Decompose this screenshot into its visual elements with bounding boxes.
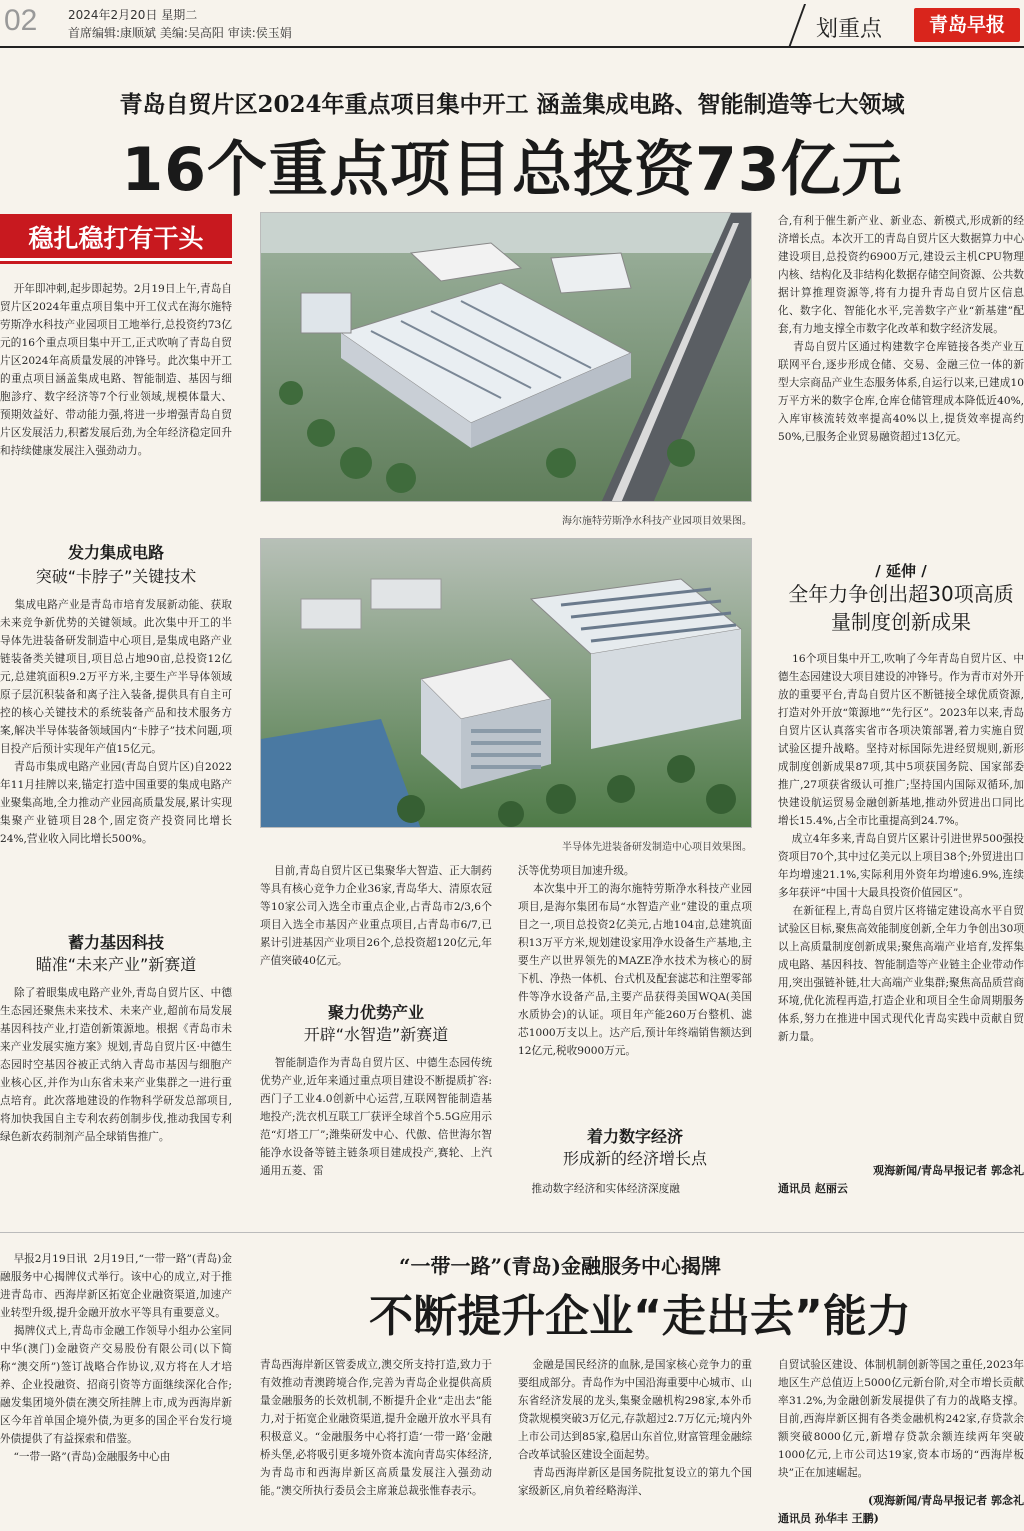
story1-byline-reporter: 观海新闻/青岛早报记者 郭念礼	[873, 1164, 1024, 1177]
story-separator	[0, 1232, 1024, 1233]
story1-body-ic: 集成电路产业是青岛市培育发展新动能、获取未来竞争新优势的关键领域。此次集中开工的半导体先进装备研发制造中心项目,是集成电路产业链装备类关键项目,项目总占地90亩,总投资12亿元,总建筑面积9.2万平方米,主要生产半导体领域原子层沉积装备和离子注入装备,提供具有自主可控的核心关键技术的系统装备产品和技术服务方案,解决半导体装备领域国内“卡脖子”技术问题,项目投产后预计实现年产值15亿元。 青岛市集成电路产业园(青岛自贸片区)自2022年11月挂牌以来,锚定打造中国重要的集成电路产业聚集高地,全力推动产业园高质量发展,累计实现集聚产业链项目28个,固定资产投资同比增长24%,营业收入同比增长500%。	[0, 599, 232, 845]
story2-kicker: “一带一路”(青岛)金融服务中心揭牌	[399, 1254, 721, 1278]
story2-col2: 青岛西海岸新区管委成立,澳交所支持打造,致力于有效推动青澳跨境合作,完善为青岛企业提供高质量金融服务的长效机制,不断提升企业“走出去”能力,对于拓宽企业融资渠道,提升金融开放水平具有积极意义。“金融服务中心将打造‘一带一路’金融桥头堡,必将吸引更多境外资本流向青岛实体经济,为青岛市和西海岸新区高质量发展注入强劲动能。”澳交所执行委员会主席兼总裁张惟春表示。	[260, 1359, 492, 1497]
extension-kicker: / 延伸 /	[875, 562, 927, 580]
red-banner: 稳扎稳打有干头	[0, 214, 232, 264]
photo1-caption: 海尔施特劳斯净水科技产业园项目效果图。	[562, 516, 752, 527]
section-name: 划重点	[816, 17, 883, 42]
subhead-water-a: 聚力优势产业	[327, 1003, 424, 1022]
story1-col3-top: 目前,青岛自贸片区已集聚华大智造、正大制药等具有核心竞争力企业36家,青岛华大、清原农冠等10家公司入选全市重点企业,占青岛市2/3,6个项目入选全市基因产业重点项目,占青岛市6/7,已累计引进基因产业项目26个,总投资超120亿元,年产值突破40亿元。	[260, 865, 492, 967]
story1-kicker: 青岛自贸片区2024年重点项目集中开工 涵盖集成电路、智能制造等七大领域	[119, 91, 905, 118]
editors-line: 首席编辑:康顺斌 美编:吴高阳 审读:侯玉娟	[68, 26, 292, 40]
header-rule	[0, 46, 1024, 48]
photo-semiconductor-center	[260, 538, 752, 828]
subhead-gene-b: 瞄准“未来产业”新赛道	[35, 955, 197, 974]
story1-col4-top: 沃等优势项目加速升级。 本次集中开工的海尔施特劳斯净水科技产业园项目,是海尔集团布局“水智造产业”建设的重点项目之一,项目总投资2亿美元,占地104亩,总建筑面积13万平方米,规划建设家用净水设备生产基地,主要生产以世界领先的MAZE净水技术为核心的厨下机、净热一体机、台式机及配套滤芯和注塑零部件等净水设备产品,主要产品获得美国WQA(美国水质协会)的认证。项目年产能260万台整机、滤芯1000万支以上。达产后,预计年终端销售额达到12亿元,税收9000万元。	[518, 865, 752, 1057]
photo-water-park	[260, 212, 752, 502]
subhead-gene-a: 蓄力基因科技	[67, 933, 164, 952]
story2-col4: 自贸试验区建设、体制机制创新等国之重任,2023年地区生产总值迈上5000亿元新台阶,对全市增长贡献率31.2%,为金融创新发展提供了有力的战略支撑。目前,西海岸新区拥有各类金融机构242家,存贷款余额突破8000亿元,新增存贷款余额连续两年突破1000亿元,上市公司达19家,资本市场的“西海岸板块”正在加速崛起。	[778, 1359, 1024, 1479]
story1-col3-body: 智能制造作为青岛自贸片区、中德生态园传统优势产业,近年来通过重点项目建设不断提质扩容:西门子工业4.0创新中心运营,互联网智能制造基地投产;洗衣机互联工厂获评全球首个5.5G应用示范“灯塔工厂”;潍柴研发中心、代傲、倍世海尔智能净水设备等链主链条项目建成投产,赛轮、上汽通用五菱、雷	[260, 1057, 492, 1177]
extension-title: 全年力争创出超30项高质量制度创新成果	[788, 582, 1014, 634]
story2-lead: 早报2月19日讯 2月19日,“一带一路”(青岛)金融服务中心揭牌仪式举行。该中心的成立,对于推进青岛市、西海岸新区拓宽企业融资渠道,加速产业转型升级,提升金融开放水平等具有重要意义。 揭牌仪式上,青岛市金融工作领导小组办公室同中华(澳门)金融资产交易股份有限公司(以下简称“澳交所”)签订战略合作协议,双方将在人才培养、企业投融资、招商引资等方面继续深化合作;融发集团境外债在澳交所挂牌上市,成为西海岸新区今年首单国企境外债,为更多的国企平台发行境外债提供了有益探索和借鉴。 “一带一路”(青岛)金融服务中心由	[0, 1253, 232, 1463]
story2-headline: 不断提升企业“走出去”能力	[369, 1291, 911, 1342]
story1-byline-correspondent: 通讯员 赵丽云	[778, 1182, 848, 1195]
photo2-caption: 半导体先进装备研发制造中心项目效果图。	[562, 842, 752, 853]
subhead-ic-b: 突破“卡脖子”关键技术	[35, 567, 197, 586]
subhead-water-b: 开辟“水智造”新赛道	[303, 1025, 449, 1044]
story2-col3: 金融是国民经济的血脉,是国家核心竞争力的重要组成部分。青岛作为中国沿海重要中心城市、山东省经济发展的龙头,集聚金融机构298家,本外币贷款规模突破3万亿元,存款超过2.7万亿元;境内外上市公司达到85家,稳居山东首位,财富管理金融综合改革试验区建设全面起势。 青岛西海岸新区是国务院批复设立的第九个国家级新区,肩负着经略海洋、	[518, 1359, 752, 1497]
story1-col5-top: 合,有利于催生新产业、新业态、新模式,形成新的经济增长点。本次开工的青岛自贸片区大数据算力中心建设项目,总投资约6900万元,建设云主机CPU物理内核、结构化及非结构化数据存储空间资源、公共数据计算推理资源等,将有力提升青岛自贸片区信息化、数字化、智能化水平,完善数字产业“新基建”配套,有力地支撑全市数字化改革和数字经济发展。 青岛自贸片区通过构建数字仓库链接各类产业互联网平台,逐步形成仓储、交易、金融三位一体的新型大宗商品产业生态服务体系,自运行以来,已建成10万平方米的数字仓库,仓库仓储管理成本降低近40%,入库审核流转效率提高40%以上,提货效率提高约50%,已服务企业贸易融资超过13亿元。	[778, 215, 1024, 443]
page-number: 02	[4, 4, 38, 37]
story1-intro: 开年即冲刺,起步即起势。2月19日上午,青岛自贸片区2024年重点项目集中开工仪式在海尔施特劳斯净水科技产业园项目工地举行,总投资约73亿元的16个重点项目集中开工,正式吹响了青岛自贸片区2024年高质量发展的冲锋号。此次集中开工的重点项目涵盖集成电路、智能制造、基因与细胞診疗、数字经济等7个行业领域,规模体量大、预期效益好、带动能力强,将进一步增强青岛自贸片区发展活力,积蓄发展后劲,为全年经济稳定回升和持续健康发展注入强劲动力。	[0, 283, 232, 457]
header-divider	[788, 4, 806, 48]
story1-col5-body: 16个项目集中开工,吹响了今年青岛自贸片区、中德生态园建设大项目建设的冲锋号。作为青市对外开放的重要平台,青岛自贸片区不断链接全球优质资源,打造对外开放“策源地”“先行区”。2023年以来,青岛自贸片区认真落实省市各项决策部署,着力实施自贸试验区提升战略。坚持对标国际先进经贸规则,新形成制度创新成果87项,其中5项获国务院、国家部委推广,27项获省级认可推广;坚持国内国际双循环,加快建设航运贸易金融创新基地,推动外贸进出口同比增长15.4%,占全市比重提高到24.7%。 成立4年多来,青岛自贸片区累计引进世界500强投资项目70个,其中过亿美元以上项目38个;外贸进出口年均增速21.1%,实际利用外资年均增速6.9%,连续多年获评“中国十大最具投资价值园区”。 在新征程上,青岛自贸片区将锚定建设高水平自贸试验区目标,聚焦高效能制度创新,全年力争创出30项以上高质量制度创新成果;聚焦高端产业培育,发挥集成电路、基因科技、智能制造等产业链主企业带动作用,突出强链补链,壮大高端产业集群;聚焦高品质营商环境,优化流程再造,打造企业和项目全生命周期服务体系,努力在推进中国式现代化青岛实践中贡献自贸新力量。	[778, 653, 1024, 1043]
subhead-digital-b: 形成新的经济增长点	[562, 1149, 707, 1168]
subhead-digital-a: 着力数字经济	[586, 1127, 683, 1146]
story1-body-gene: 除了着眼集成电路产业外,青岛自贸片区、中德生态园还聚焦未来技术、未来产业,超前布局发展基因科技产业,打造创新策源地。根据《青岛市未来产业发展实施方案》规划,青岛自贸片区·中德生态园时空基因谷被正式纳入青岛市基因与细胞产业核心区,并作为山东省未来产业集群之一进行重点培育。此次落地建设的作物科学研发总部项目,将加快我国自主专利农药创制步伐,推动我国专利绿色新农药制剂产品全球销售推广。	[0, 987, 232, 1143]
story2-byline-correspondent: 通讯员 孙华丰 王鹏)	[778, 1512, 879, 1525]
story1-headline: 16个重点项目总投资73亿元	[121, 135, 903, 205]
story1-col4-body: 推动数字经济和实体经济深度融	[518, 1183, 680, 1195]
story2-byline-reporter: (观海新闻/青岛早报记者 郭念礼	[867, 1494, 1024, 1507]
subhead-ic-a: 发力集成电路	[67, 543, 164, 562]
newspaper-logo: 青岛早报	[914, 8, 1020, 42]
issue-date: 2024年2月20日 星期二	[68, 8, 198, 22]
